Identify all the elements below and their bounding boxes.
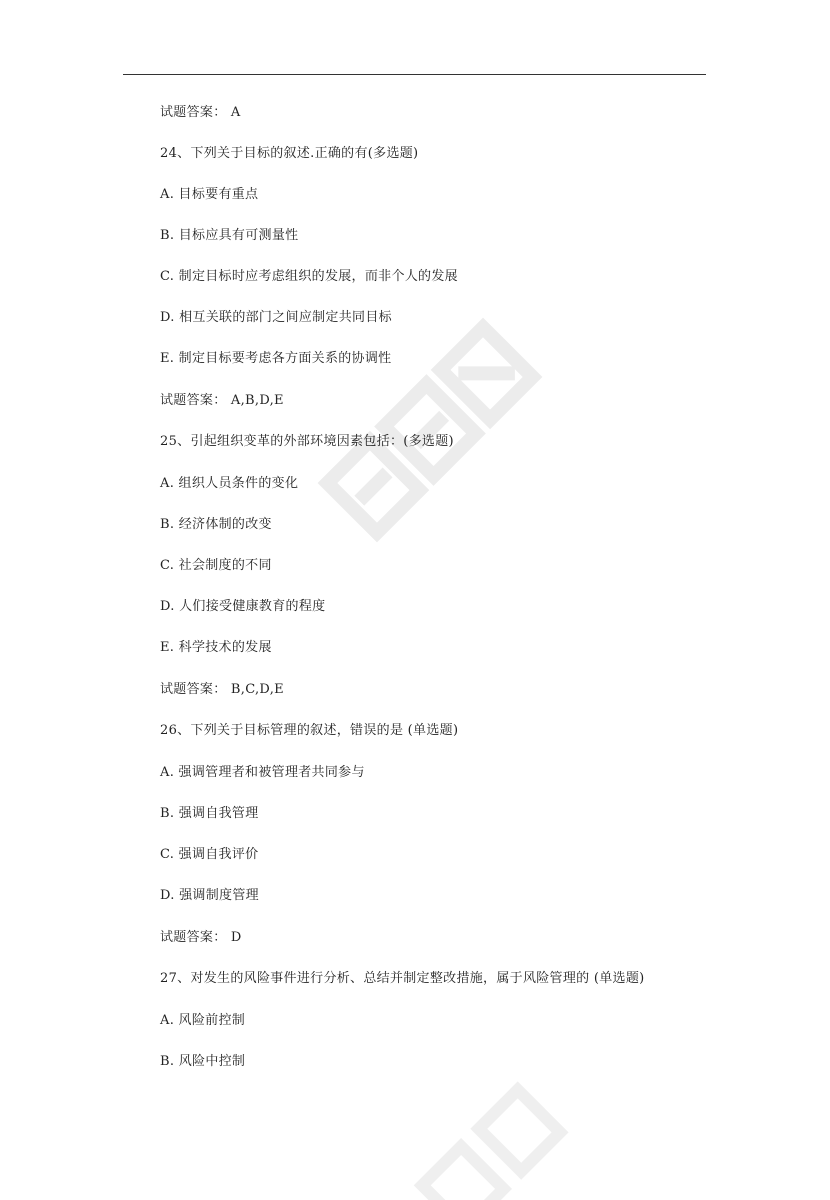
- question-24: 24、下列关于目标的叙述.正确的有(多选题): [160, 146, 419, 161]
- question-27: 27、对发生的风险事件进行分析、总结并制定整改措施，属于风险管理的 (单选题): [160, 971, 645, 986]
- option-line: B. 经济体制的改变: [160, 517, 272, 532]
- question-26: 26、下列关于目标管理的叙述，错误的是 (单选题): [160, 723, 459, 738]
- option-line: E. 科学技术的发展: [160, 640, 272, 655]
- option-line: D. 强调制度管理: [160, 888, 259, 903]
- watermark-logo: [300, 300, 560, 560]
- header-rule: [123, 74, 706, 75]
- answer-line: 试题答案： A: [160, 105, 241, 120]
- option-line: C. 社会制度的不同: [160, 558, 272, 573]
- option-line: B. 风险中控制: [160, 1054, 246, 1069]
- option-line: E. 制定目标要考虑各方面关系的协调性: [160, 351, 392, 366]
- option-line: D. 相互关联的部门之间应制定共同目标: [160, 310, 392, 325]
- option-line: C. 制定目标时应考虑组织的发展，而非个人的发展: [160, 269, 458, 284]
- answer-line: 试题答案： D: [160, 930, 242, 945]
- option-line: A. 风险前控制: [160, 1013, 246, 1028]
- question-25: 25、引起组织变革的外部环境因素包括：(多选题): [160, 434, 454, 449]
- option-line: A. 目标要有重点: [160, 187, 259, 202]
- option-line: B. 目标应具有可测量性: [160, 228, 299, 243]
- option-line: A. 强调管理者和被管理者共同参与: [160, 765, 365, 780]
- option-line: A. 组织人员条件的变化: [160, 476, 299, 491]
- answer-line: 试题答案： B,C,D,E: [160, 682, 284, 697]
- option-line: B. 强调自我管理: [160, 806, 259, 821]
- option-line: C. 强调自我评价: [160, 847, 259, 862]
- answer-line: 试题答案： A,B,D,E: [160, 393, 284, 408]
- watermark-logo-bottom: [380, 1060, 620, 1200]
- option-line: D. 人们接受健康教育的程度: [160, 599, 326, 614]
